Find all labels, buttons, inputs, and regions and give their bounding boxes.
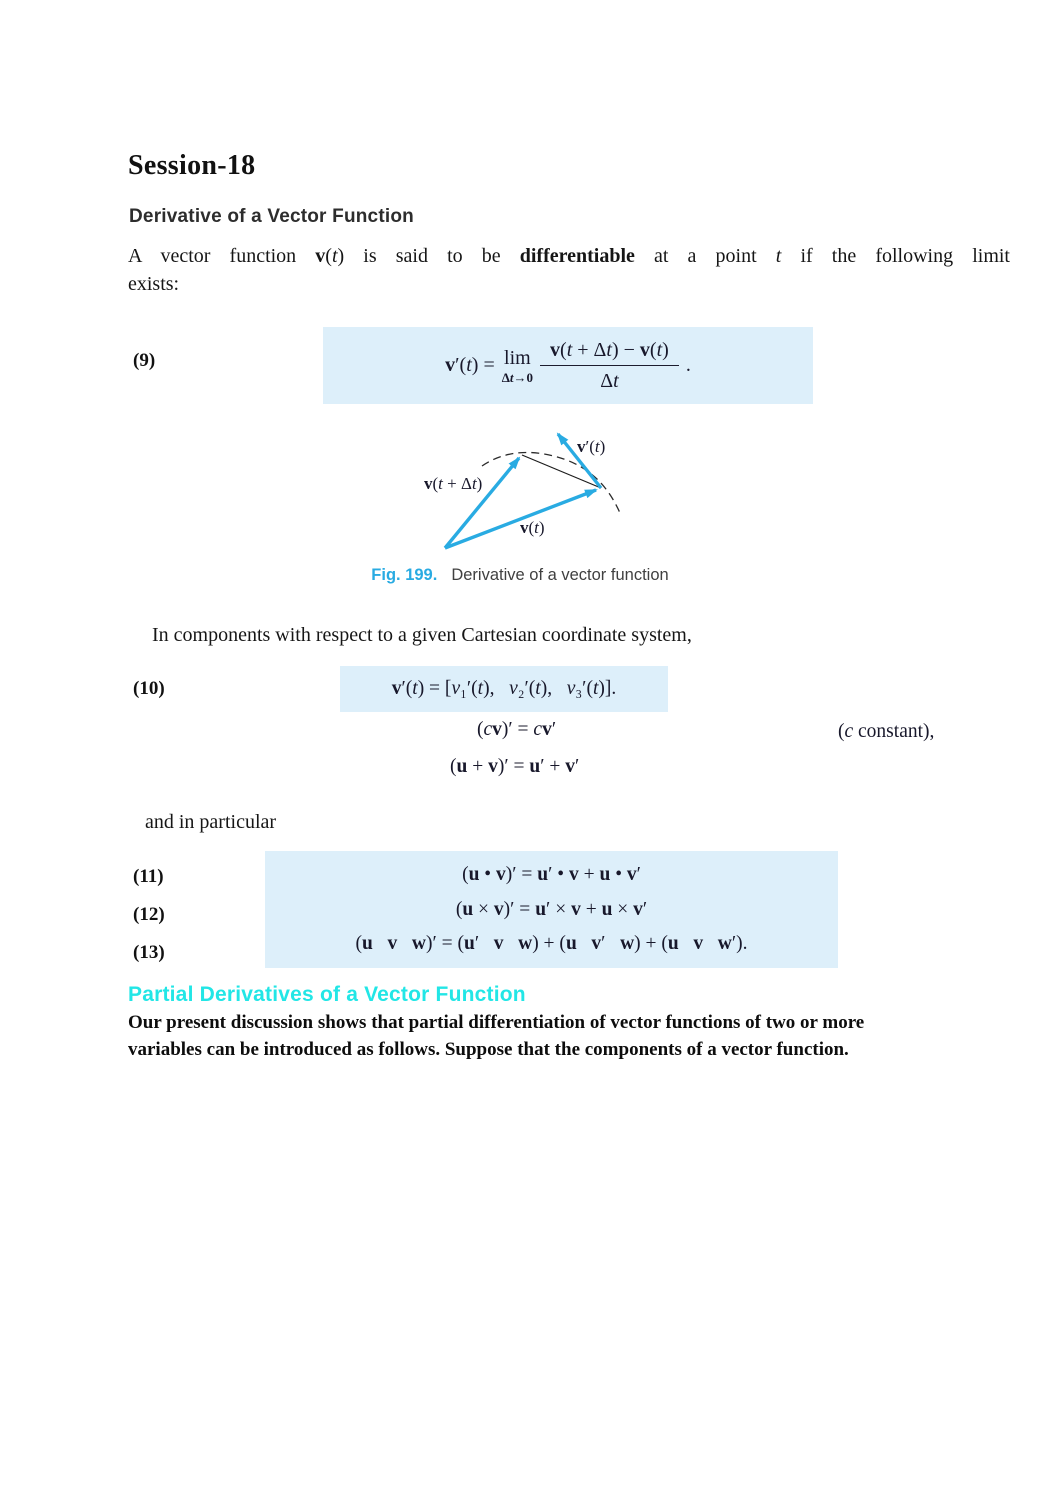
eq10-equation: v′(t) = [v₁′(t), v₂′(t), v₃′(t)]. (391, 678, 617, 699)
eq9-label: (9) (133, 350, 156, 371)
figure-label-v-t-dt: v(t + Δt) (424, 474, 483, 493)
eq-uv-sum-equation: (u + v)′ = u′ + v′ (450, 756, 580, 777)
partial-para-line-2: variables can be introduced as follows. Suppose that the components of a vector function. (128, 1038, 849, 1060)
eq13-equation: (u v w)′ = (u′ v w) + (u v′ w) + (u v w′). (355, 933, 748, 955)
particular-sentence: and in particular (145, 811, 277, 833)
section-heading: Derivative of a Vector Function (129, 206, 414, 227)
figure-caption (330, 566, 710, 585)
eq-cv-equation: (cv)′ = cv′ (477, 719, 557, 740)
eq11-equation: (u • v)′ = u′ • v + u • v′ (462, 863, 641, 885)
curve-dashed-path (482, 452, 620, 513)
eq12-equation: (u × v)′ = u′ × v + u × v′ (455, 898, 648, 920)
figure-label-v-t: v(t) (520, 518, 545, 537)
eq13-label: (13) (133, 942, 165, 963)
partial-derivatives-heading: Partial Derivatives of a Vector Function (128, 983, 526, 1006)
eq9-numerator: v(t + Δt) − v(t) (540, 339, 679, 366)
eq10-highlight-box (340, 666, 668, 712)
eq11-13-highlight-box (265, 851, 838, 968)
eq9-period: . (685, 354, 691, 376)
eq9-lim-word: lim (504, 346, 531, 369)
eq9-limit (502, 348, 533, 384)
intro-line-2: exists: (128, 273, 180, 296)
session-title: Session-18 (128, 150, 256, 181)
figure-caption-text: Derivative of a vector function (451, 566, 669, 584)
eq12-label: (12) (133, 904, 165, 925)
eq10-label: (10) (133, 678, 165, 699)
eq9-lhs: v′(t) = (445, 354, 495, 376)
eq9-fraction (540, 339, 679, 392)
intro-line-1: A vector function v(t) is said to be differentiable at a point t if the following limit (128, 245, 1010, 267)
partial-derivatives-paragraph (128, 1010, 928, 1063)
components-sentence: In components with respect to a given Cartesian coordinate system, (152, 624, 692, 646)
eq9-equation (323, 327, 813, 404)
eq9-lim-subscript: Δt→0 (501, 369, 534, 385)
figure-label-v-prime: v′(t) (577, 437, 606, 456)
product-rule-equations (265, 851, 838, 968)
vector-figure (420, 424, 730, 564)
figure-number: Fig. 199. (371, 566, 438, 584)
eq11-label: (11) (133, 866, 164, 887)
eq9-highlight-box (323, 327, 813, 404)
eq-cv-constant-note: (c constant), (838, 721, 935, 742)
intro-paragraph (128, 242, 1010, 299)
partial-para-line-1: Our present discussion shows that partial differentiation of vector functions of two or more (128, 1012, 865, 1033)
eq9-denominator: Δt (600, 370, 619, 392)
